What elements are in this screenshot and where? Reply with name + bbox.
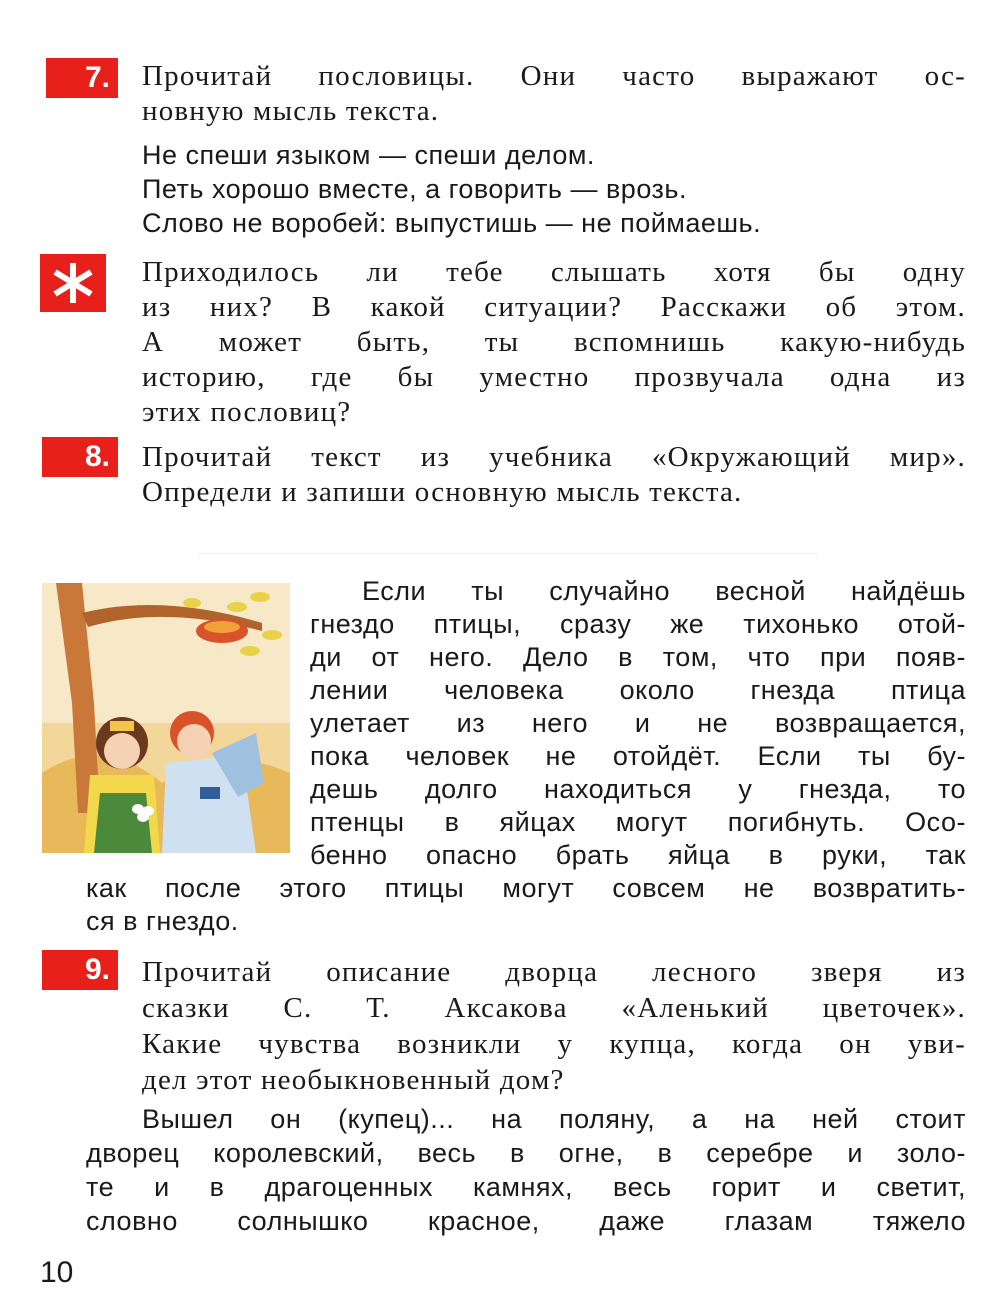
task-number: 8. [84, 440, 110, 473]
task-number-badge-8 [42, 437, 118, 477]
task-text-line: новную мысль текста. [142, 95, 440, 127]
text-line: пока человек не отойдёт. Если ты бу- [310, 741, 966, 771]
page-number: 10 [40, 1256, 74, 1289]
nest-children-illustration [42, 583, 290, 853]
task-text-line: дел этот необыкновенный дом? [142, 1064, 565, 1096]
divider [198, 553, 818, 554]
text-line: птенцы в яйцах могут погибнуть. Осо- [310, 807, 966, 837]
excerpt-line: Вышел он (купец)... на поляну, а на ней стоит [142, 1104, 966, 1134]
task-text-line: Приходилось ли тебе слышать хотя бы одну [142, 256, 966, 288]
proverb-line: Петь хорошо вместе, а говорить — врозь. [142, 174, 687, 204]
task-text-line: из них? В какой ситуации? Расскажи об этом. [142, 291, 966, 323]
text-line: дешь долго находиться у гнезда, то [310, 774, 966, 804]
task-text-line: Прочитай пословицы. Они часто выражают ос- [142, 60, 966, 92]
text-line: бенно опасно брать яйца в руки, так [310, 840, 966, 870]
excerpt-line: дворец королевский, весь в огне, в серебре и золо- [86, 1138, 966, 1168]
task-text-line: Прочитай текст из учебника «Окружающий мир». [142, 441, 966, 473]
task-text-line: историю, где бы уместно прозвучала одна из [142, 361, 966, 393]
excerpt-line: словно солнышко красное, даже глазам тяжело [86, 1206, 966, 1236]
asterisk-icon [40, 254, 106, 312]
text-line: лении человека около гнезда птица [310, 675, 966, 705]
task-text-line: сказки С. Т. Аксакова «Аленький цветочек». [142, 992, 966, 1024]
excerpt-line: те и в драгоценных камнях, весь горит и светит, [86, 1172, 966, 1202]
proverb-line: Слово не воробей: выпустишь — не поймаешь. [142, 208, 762, 238]
task-number: 7. [84, 61, 110, 94]
task-number-badge-9 [42, 950, 118, 990]
text-line: гнездо птицы, сразу же тихонько отой- [310, 609, 966, 639]
task-text-line: Определи и запиши основную мысль текста. [142, 476, 743, 508]
text-line: улетает из него и не возвращается, [310, 708, 966, 738]
task-text-line: А может быть, ты вспомнишь какую-нибудь [142, 326, 966, 358]
proverb-line: Не спеши языком — спеши делом. [142, 140, 595, 170]
task-number-badge-7 [46, 58, 118, 98]
text-line: ся в гнездо. [86, 906, 239, 936]
text-line: как после этого птицы могут совсем не возвратить- [86, 873, 966, 903]
task-number: 9. [84, 953, 110, 986]
task-text-line: этих пословиц? [142, 396, 352, 428]
text-line: ди от него. Дело в том, что при появ- [310, 642, 966, 672]
task-text-line: Прочитай описание дворца лесного зверя из [142, 956, 966, 988]
text-line: Если ты случайно весной найдёшь [362, 576, 966, 606]
task-text-line: Какие чувства возникли у купца, когда он уви- [142, 1028, 966, 1060]
